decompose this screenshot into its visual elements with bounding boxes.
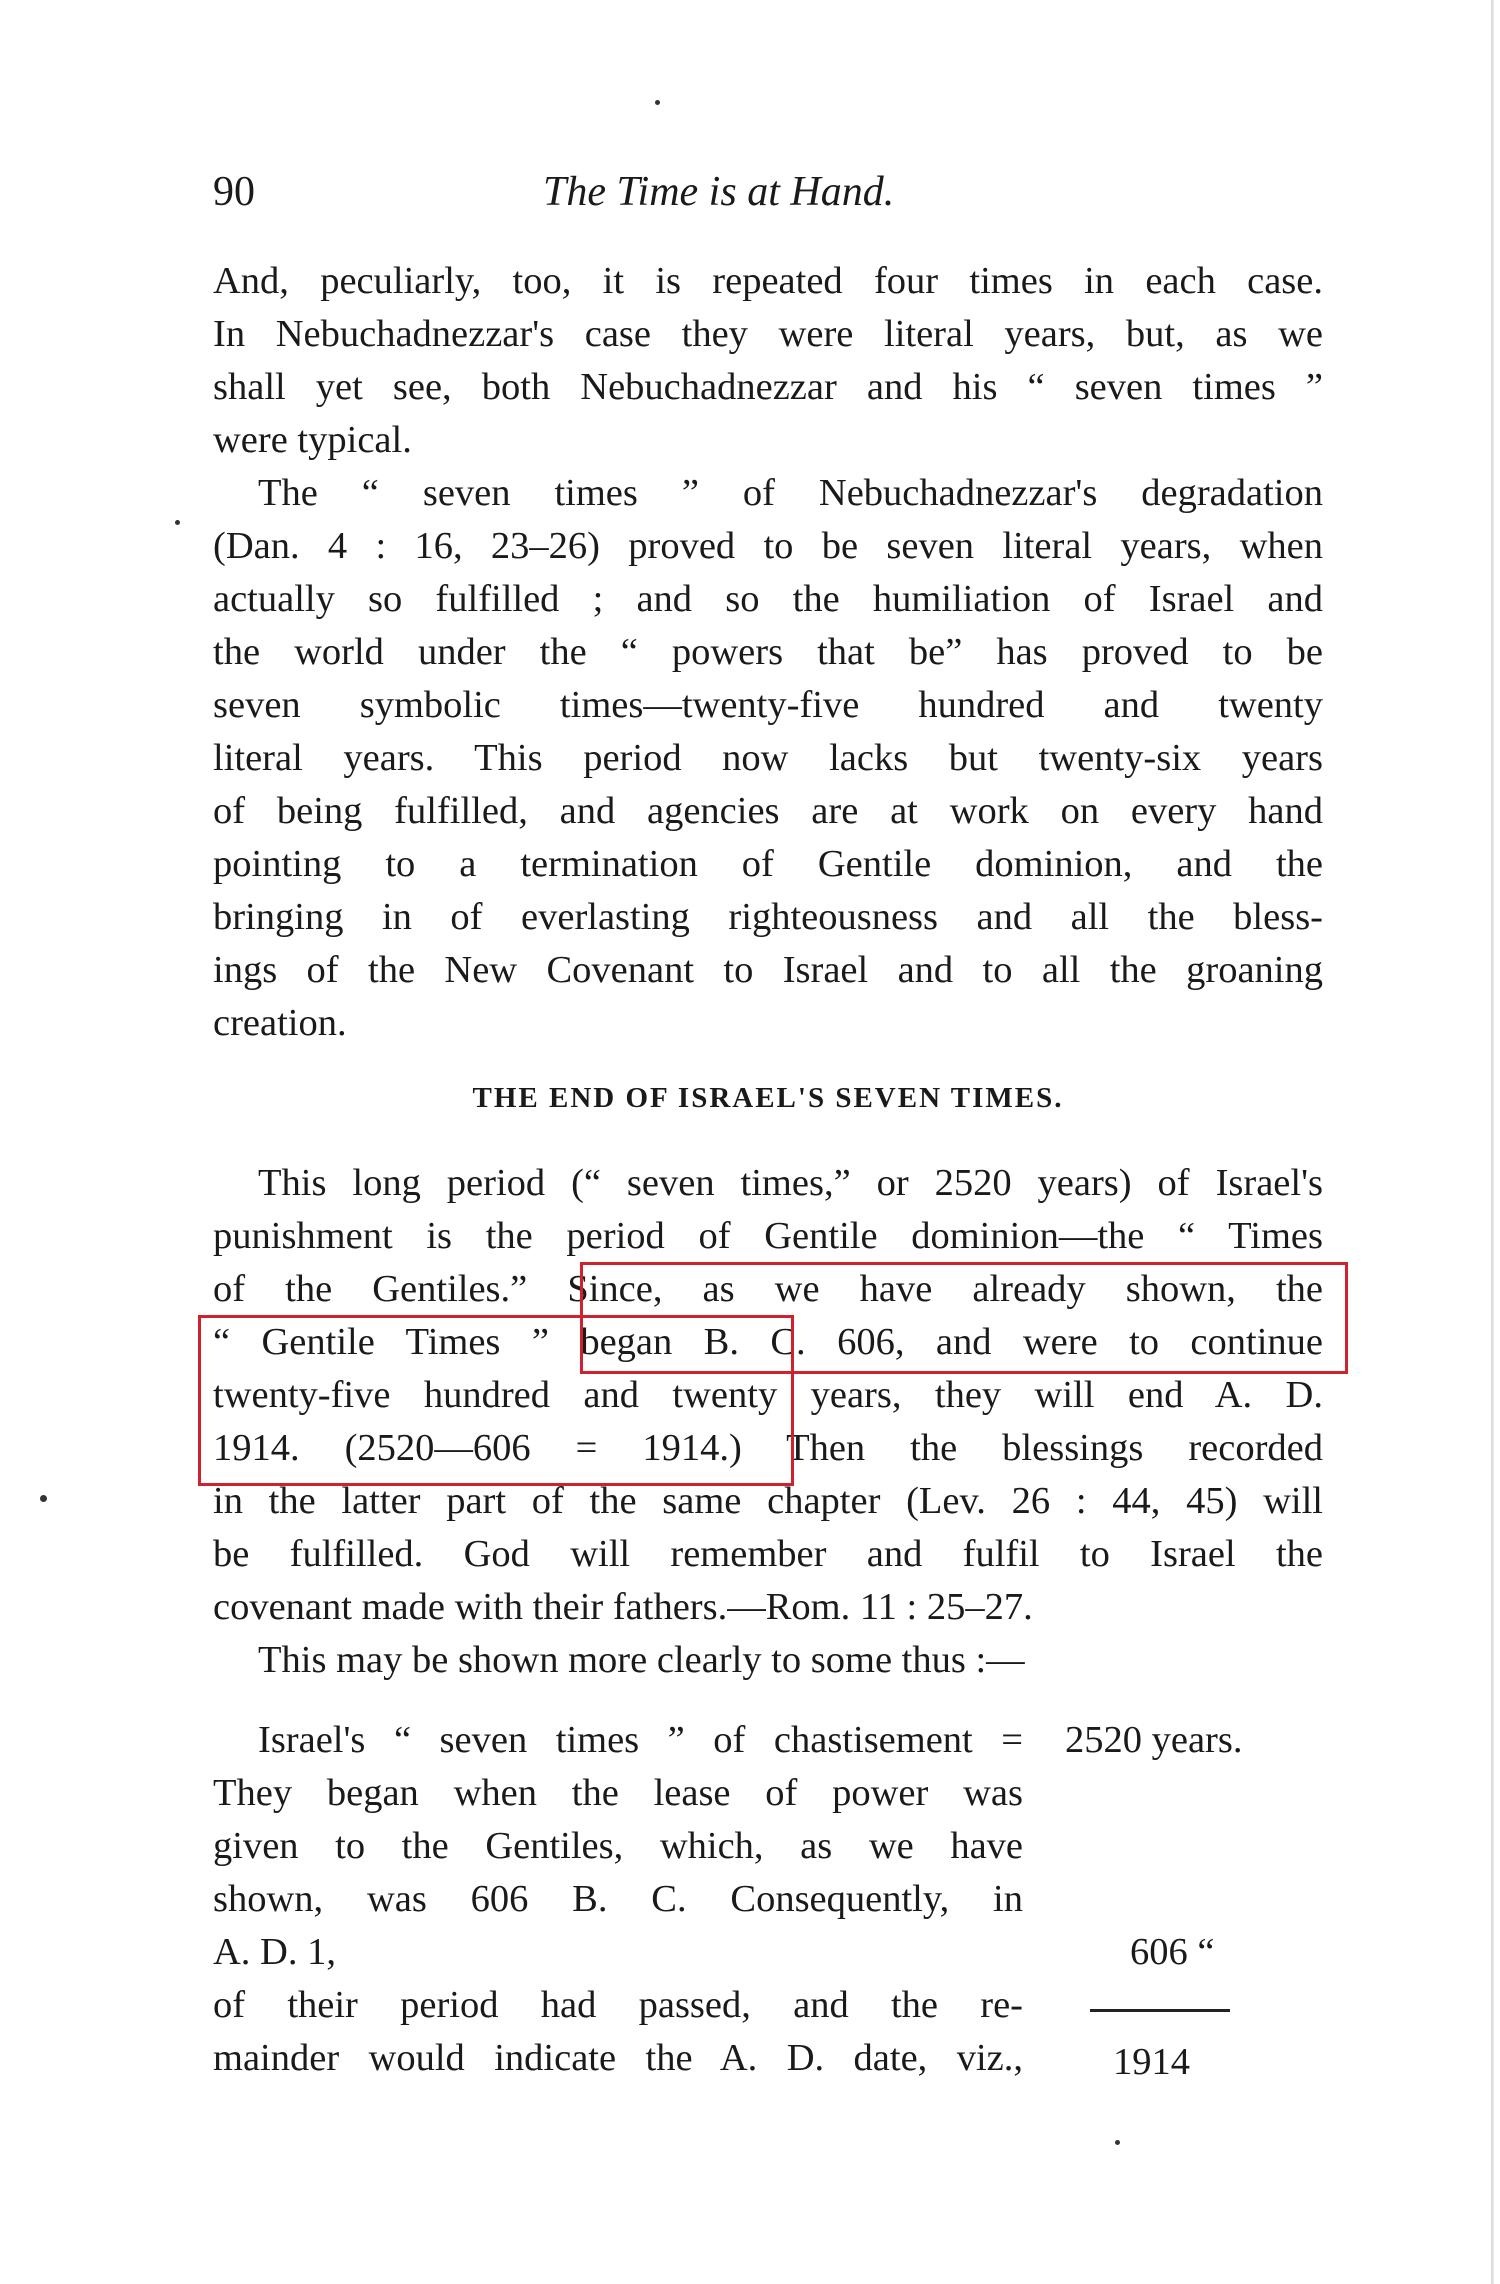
text-line: bringing in of everlasting righteousness and all the bless-	[213, 896, 1323, 938]
scan-speck	[40, 1495, 47, 1502]
text-line: 1914. (2520—606 = 1914.) Then the blessings recorded	[213, 1427, 1323, 1469]
text-line: (Dan. 4 : 16, 23–26) proved to be seven literal years, when	[213, 525, 1323, 567]
calc-line: of their period had passed, and the re-	[213, 1984, 1023, 2026]
text-line: This may be shown more clearly to some thus :—	[258, 1639, 1025, 1681]
text-line: literal years. This period now lacks but twenty-six years	[213, 737, 1323, 779]
text-line: creation.	[213, 1002, 347, 1044]
calc-total: 2520 years.	[1065, 1719, 1243, 1761]
calc-line: shown, was 606 B. C. Consequently, in	[213, 1878, 1023, 1920]
text-line: In Nebuchadnezzar's case they were literal years, but, as we	[213, 313, 1323, 355]
text-line: of being fulfilled, and agencies are at work on every hand	[213, 790, 1323, 832]
highlight-box-lower	[198, 1315, 794, 1486]
calc-line: Israel's “ seven times ” of chastisement =	[258, 1719, 1023, 1761]
calc-line: A. D. 1,	[213, 1931, 336, 1973]
sum-rule	[1090, 2009, 1230, 2012]
calc-line: mainder would indicate the A. D. date, viz.,	[213, 2037, 1023, 2079]
page-header	[213, 168, 1323, 228]
scan-speck	[655, 100, 660, 105]
text-line: And, peculiarly, too, it is repeated four times in each case.	[213, 260, 1323, 302]
text-line: “ Gentile Times ” began B. C. 606, and were to continue	[213, 1321, 1323, 1363]
text-line: were typical.	[213, 419, 412, 461]
text-line: shall yet see, both Nebuchadnezzar and his “ seven times ”	[213, 366, 1323, 408]
text-line: twenty-five hundred and twenty years, they will end A. D.	[213, 1374, 1323, 1416]
text-line: covenant made with their fathers.—Rom. 11 : 25–27.	[213, 1586, 1033, 1628]
text-line: of the Gentiles.” Since, as we have already shown, the	[213, 1268, 1323, 1310]
running-head: The Time is at Hand.	[543, 169, 895, 215]
text-line: ings of the New Covenant to Israel and to all the groaning	[213, 949, 1323, 991]
scan-speck	[175, 520, 180, 525]
text-line: be fulfilled. God will remember and fulfil to Israel the	[213, 1533, 1323, 1575]
text-line: This long period (“ seven times,” or 2520 years) of Israel's	[258, 1162, 1323, 1204]
section-heading: THE END OF ISRAEL'S SEVEN TIMES.	[472, 1082, 1064, 1114]
text-line: pointing to a termination of Gentile dominion, and the	[213, 843, 1323, 885]
calc-line: They began when the lease of power was	[213, 1772, 1023, 1814]
text-line: punishment is the period of Gentile dominion—the “ Times	[213, 1215, 1323, 1257]
calc-line: given to the Gentiles, which, as we have	[213, 1825, 1023, 1867]
text-line: in the latter part of the same chapter (Lev. 26 : 44, 45) will	[213, 1480, 1323, 1522]
calc-before-ad: 606 “	[1130, 1931, 1215, 1973]
text-line: The “ seven times ” of Nebuchadnezzar's degradation	[258, 472, 1323, 514]
page-number: 90	[213, 169, 255, 215]
text-line: actually so fulfilled ; and so the humiliation of Israel and	[213, 578, 1323, 620]
scan-speck	[1115, 2140, 1120, 2145]
calc-result: 1914	[1113, 2041, 1190, 2083]
text-line: seven symbolic times—twenty-five hundred and twenty	[213, 684, 1323, 726]
page-edge	[1491, 0, 1494, 2284]
text-line: the world under the “ powers that be” has proved to be	[213, 631, 1323, 673]
